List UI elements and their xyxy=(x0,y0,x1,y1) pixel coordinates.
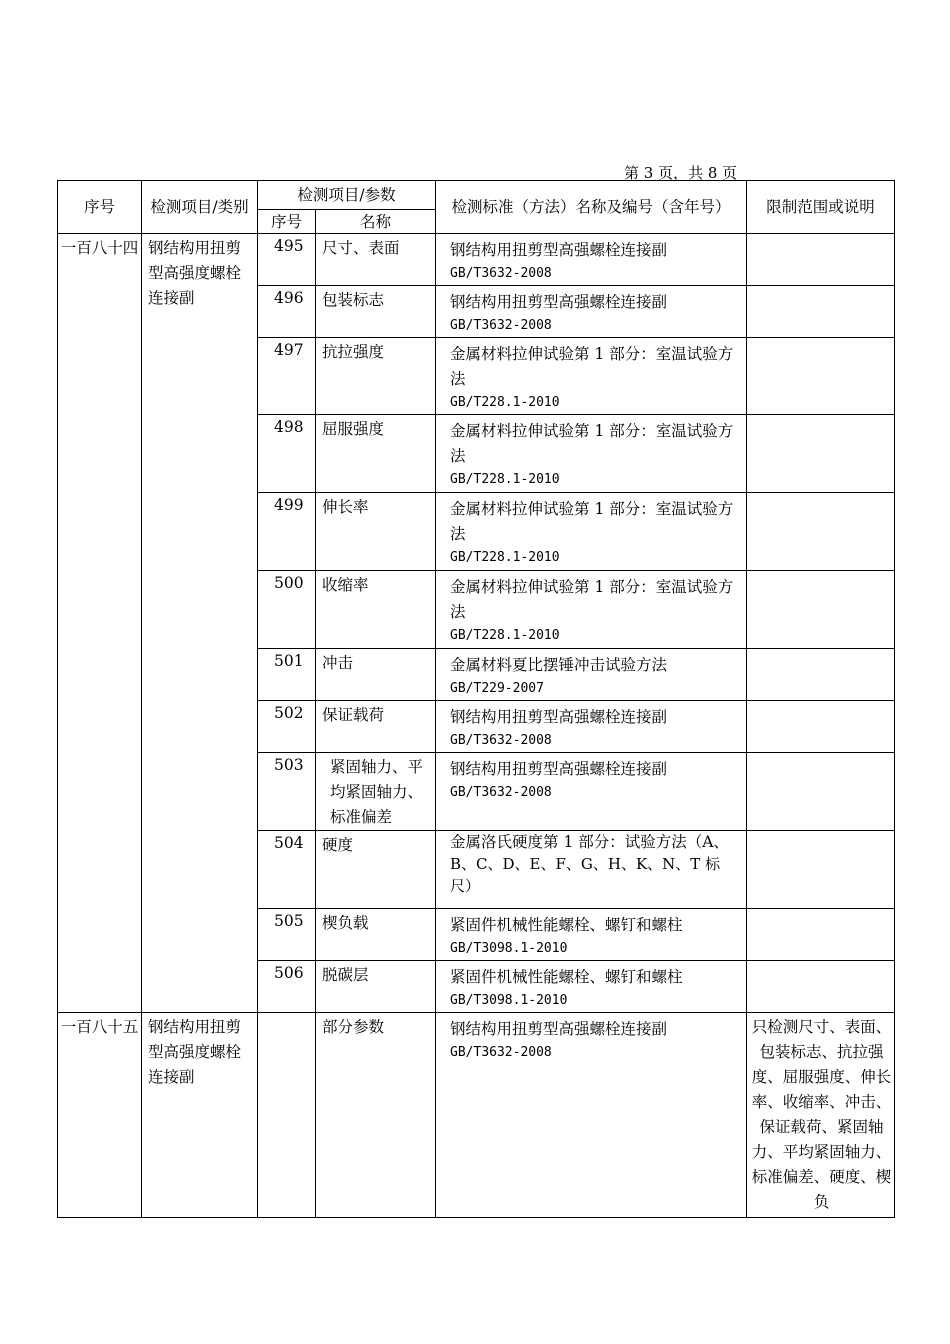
item-number: 496 xyxy=(258,286,316,338)
standard-code: GB/T3632-2008 xyxy=(450,785,552,800)
header-sub-seq: 序号 xyxy=(258,210,316,234)
standard-title: 钢结构用扭剪型高强螺栓连接副 xyxy=(450,293,668,311)
header-item-param: 检测项目/参数 xyxy=(258,181,436,210)
standard-cell xyxy=(436,338,747,415)
limit-note xyxy=(747,831,895,909)
item-name: 紧固轴力、平均紧固轴力、标准偏差 xyxy=(316,753,436,831)
standard-code: GB/T3632-2008 xyxy=(450,318,552,333)
header-standard: 检测标准（方法）名称及编号（含年号） xyxy=(436,181,747,234)
test-items-table xyxy=(57,180,895,1218)
standard-code: GB/T228.1-2010 xyxy=(450,395,560,410)
item-number: 500 xyxy=(258,571,316,649)
page-label: 第 3 页，共 8 页 xyxy=(624,164,738,182)
item-name: 包装标志 xyxy=(316,286,436,338)
standard-cell xyxy=(436,571,747,649)
standard-code: B、C、D、E、F、G、H、K、N、T 标尺） xyxy=(450,855,721,895)
standard-title: 钢结构用扭剪型高强螺栓连接副 xyxy=(450,708,668,726)
limit-note xyxy=(747,234,895,286)
item-number: 495 xyxy=(258,234,316,286)
standard-code: GB/T3632-2008 xyxy=(450,733,552,748)
standard-title: 钢结构用扭剪型高强螺栓连接副 xyxy=(450,1020,668,1038)
standard-cell xyxy=(436,649,747,701)
limit-note xyxy=(747,701,895,753)
table-row xyxy=(58,234,895,286)
standard-cell xyxy=(436,831,747,909)
limit-note xyxy=(747,753,895,831)
standard-cell xyxy=(436,286,747,338)
header-seq: 序号 xyxy=(58,181,142,234)
limit-note xyxy=(747,909,895,961)
item-name: 屈服强度 xyxy=(316,415,436,493)
item-name: 收缩率 xyxy=(316,571,436,649)
item-number: 497 xyxy=(258,338,316,415)
standard-cell xyxy=(436,753,747,831)
item-number: 499 xyxy=(258,493,316,571)
limit-note xyxy=(747,286,895,338)
standard-code: GB/T3098.1-2010 xyxy=(450,941,568,956)
item-number: 504 xyxy=(258,831,316,909)
item-name: 抗拉强度 xyxy=(316,338,436,415)
limit-note xyxy=(747,649,895,701)
header-sub-name: 名称 xyxy=(316,210,436,234)
group-category: 钢结构用扭剪型高强度螺栓连接副 xyxy=(142,1013,258,1218)
limit-note xyxy=(747,1013,895,1218)
item-name: 冲击 xyxy=(316,649,436,701)
item-name: 脱碳层 xyxy=(316,961,436,1013)
standard-cell xyxy=(436,493,747,571)
item-number: 501 xyxy=(258,649,316,701)
item-name: 保证载荷 xyxy=(316,701,436,753)
standard-title: 紧固件机械性能螺栓、螺钉和螺柱 xyxy=(450,968,683,986)
standard-cell xyxy=(436,415,747,493)
limit-note xyxy=(747,338,895,415)
item-number: 502 xyxy=(258,701,316,753)
item-name: 硬度 xyxy=(316,831,436,909)
standard-title: 金属材料拉伸试验第 1 部分：室温试验方法 xyxy=(450,422,734,465)
standard-title: 金属材料夏比摆锤冲击试验方法 xyxy=(450,656,668,674)
item-name: 尺寸、表面 xyxy=(316,234,436,286)
group-category: 钢结构用扭剪型高强度螺栓连接副 xyxy=(142,234,258,1013)
header-item-category: 检测项目/类别 xyxy=(142,181,258,234)
item-name: 楔负载 xyxy=(316,909,436,961)
group-seq: 一百八十四 xyxy=(58,234,142,1013)
standard-cell xyxy=(436,701,747,753)
standard-code: GB/T228.1-2010 xyxy=(450,628,560,643)
standard-code: GB/T3098.1-2010 xyxy=(450,993,568,1008)
standard-code: GB/T228.1-2010 xyxy=(450,550,560,565)
standard-code: GB/T3632-2008 xyxy=(450,1045,552,1060)
standard-code: GB/T3632-2008 xyxy=(450,266,552,281)
standard-title: 金属材料拉伸试验第 1 部分：室温试验方法 xyxy=(450,578,734,621)
header-limit: 限制范围或说明 xyxy=(747,181,895,234)
standard-cell xyxy=(436,1013,747,1218)
item-number: 498 xyxy=(258,415,316,493)
standard-title: 钢结构用扭剪型高强螺栓连接副 xyxy=(450,760,668,778)
standard-title: 钢结构用扭剪型高强螺栓连接副 xyxy=(450,241,668,259)
item-number: 506 xyxy=(258,961,316,1013)
standard-title: 金属洛氏硬度第 1 部分：试验方法（A、 xyxy=(450,833,729,851)
limit-note xyxy=(747,961,895,1013)
item-number: 505 xyxy=(258,909,316,961)
standard-title: 金属材料拉伸试验第 1 部分：室温试验方法 xyxy=(450,500,734,543)
limit-note-text: 只检测尺寸、表面、包装标志、抗拉强度、屈服强度、伸长率、收缩率、冲击、保证载荷、紧固轴力、平均紧固轴力、标准偏差、硬度、楔负 xyxy=(751,1018,892,1211)
limit-note xyxy=(747,571,895,649)
standard-title: 紧固件机械性能螺栓、螺钉和螺柱 xyxy=(450,916,683,934)
standard-cell xyxy=(436,961,747,1013)
limit-note xyxy=(747,415,895,493)
group-seq: 一百八十五 xyxy=(58,1013,142,1218)
standard-cell xyxy=(436,234,747,286)
standard-title: 金属材料拉伸试验第 1 部分：室温试验方法 xyxy=(450,345,734,388)
limit-note xyxy=(747,493,895,571)
item-name: 伸长率 xyxy=(316,493,436,571)
standard-code: GB/T229-2007 xyxy=(450,681,544,696)
standard-code: GB/T228.1-2010 xyxy=(450,472,560,487)
item-number xyxy=(258,1013,316,1218)
item-number: 503 xyxy=(258,753,316,831)
item-name: 部分参数 xyxy=(316,1013,436,1218)
standard-cell xyxy=(436,909,747,961)
table-row xyxy=(58,1013,895,1218)
